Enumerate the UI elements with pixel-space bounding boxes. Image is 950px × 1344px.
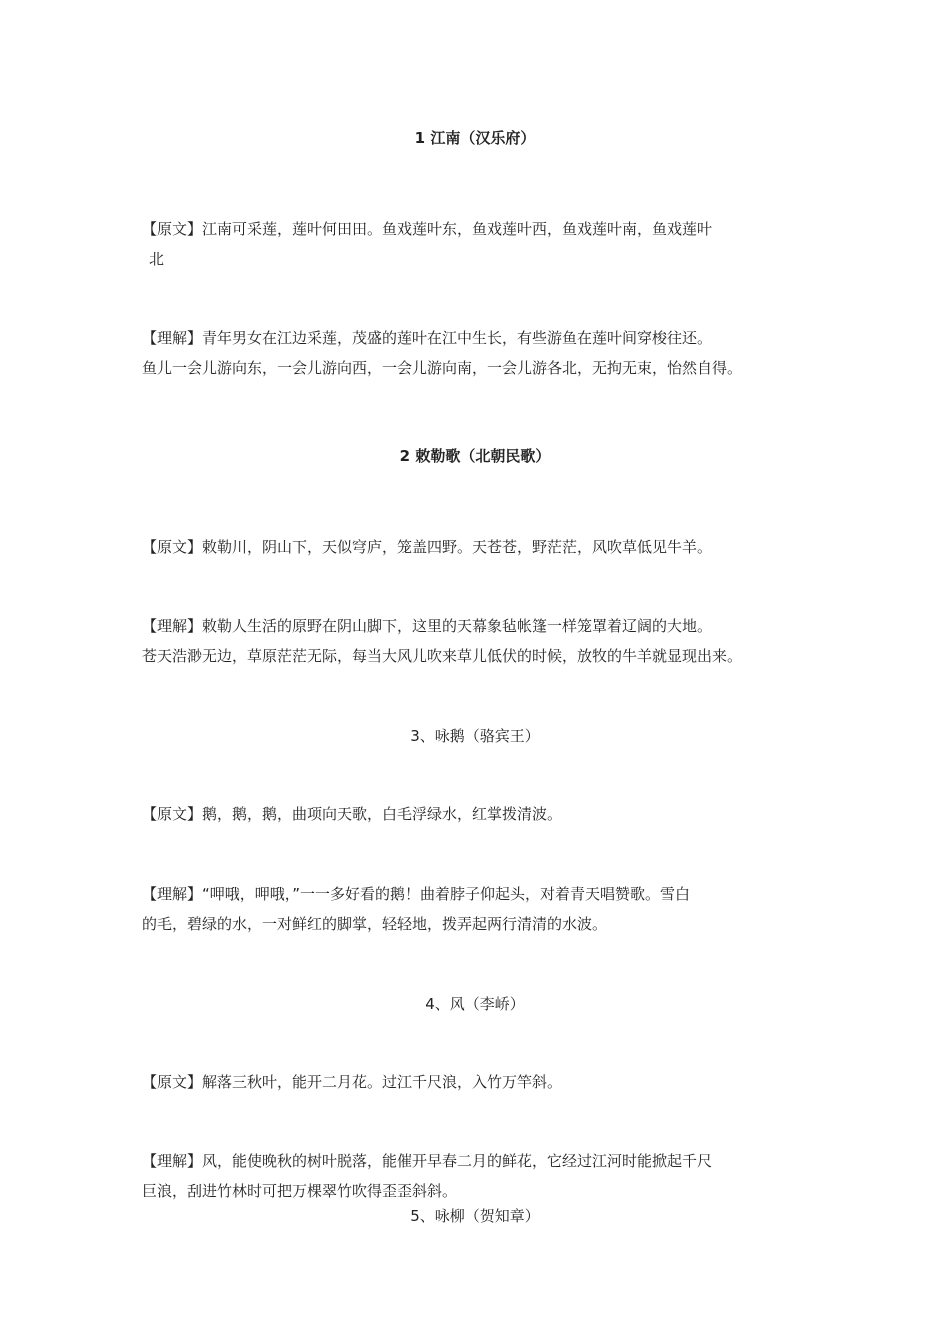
text-line: 北 [149,250,165,268]
poem-title: 4、风（李峤） [425,995,525,1013]
text-line: 苍天浩渺无边，草原茫茫无际，每当大风儿吹来草儿低伏的时候，放牧的牛羊就显现出来。 [142,647,743,665]
text-line: 【原文】江南可采莲，莲叶何田田。鱼戏莲叶东，鱼戏莲叶西，鱼戏莲叶南，鱼戏莲叶 [142,220,713,238]
text-line: 【理解】风，能使晚秋的树叶脱落，能催开早春二月的鲜花，它经过江河时能掀起千尺 [142,1152,713,1170]
text-line: 【理解】青年男女在江边采莲，茂盛的莲叶在江中生长，有些游鱼在莲叶间穿梭往还。 [142,329,713,347]
text-line: 鱼儿一会儿游向东，一会儿游向西，一会儿游向南，一会儿游各北，无拘无束，怡然自得。 [142,359,743,377]
poem-title: 2 敕勒歌（北朝民歌） [399,447,551,465]
poem-title: 1 江南（汉乐府） [414,129,536,147]
meaning-text [142,611,832,671]
meaning-text [142,323,832,383]
original-text [142,532,832,562]
meaning-text [142,879,832,939]
text-line: 【理解】“呷哦，呷哦，”一一多好看的鹅！曲着脖子仰起头，对着青天唱赞歌。雪白 [142,885,691,903]
text-line: 【原文】鹅，鹅，鹅，曲项向天歌，白毛浮绿水，红掌拨清波。 [142,805,563,823]
original-text [142,1067,832,1097]
meaning-text [142,1146,832,1206]
text-line: 【理解】敕勒人生活的原野在阴山脚下，这里的天幕象毡帐篷一样笼罩着辽阔的大地。 [142,617,713,635]
poem-title: 5、咏柳（贺知章） [410,1207,540,1225]
poem-title: 3、咏鹅（骆宾王） [410,727,540,745]
text-line: 【原文】敕勒川，阴山下，天似穹庐，笼盖四野。天苍苍，野茫茫，风吹草低见牛羊。 [142,538,713,556]
original-text [142,214,832,274]
original-text [142,799,832,829]
text-line: 【原文】解落三秋叶，能开二月花。过江千尺浪，入竹万竿斜。 [142,1073,563,1091]
text-line: 巨浪，刮进竹林时可把万棵翠竹吹得歪歪斜斜。 [142,1182,458,1200]
text-line: 的毛，碧绿的水，一对鲜红的脚掌，轻轻地，拨弄起两行清清的水波。 [142,915,608,933]
